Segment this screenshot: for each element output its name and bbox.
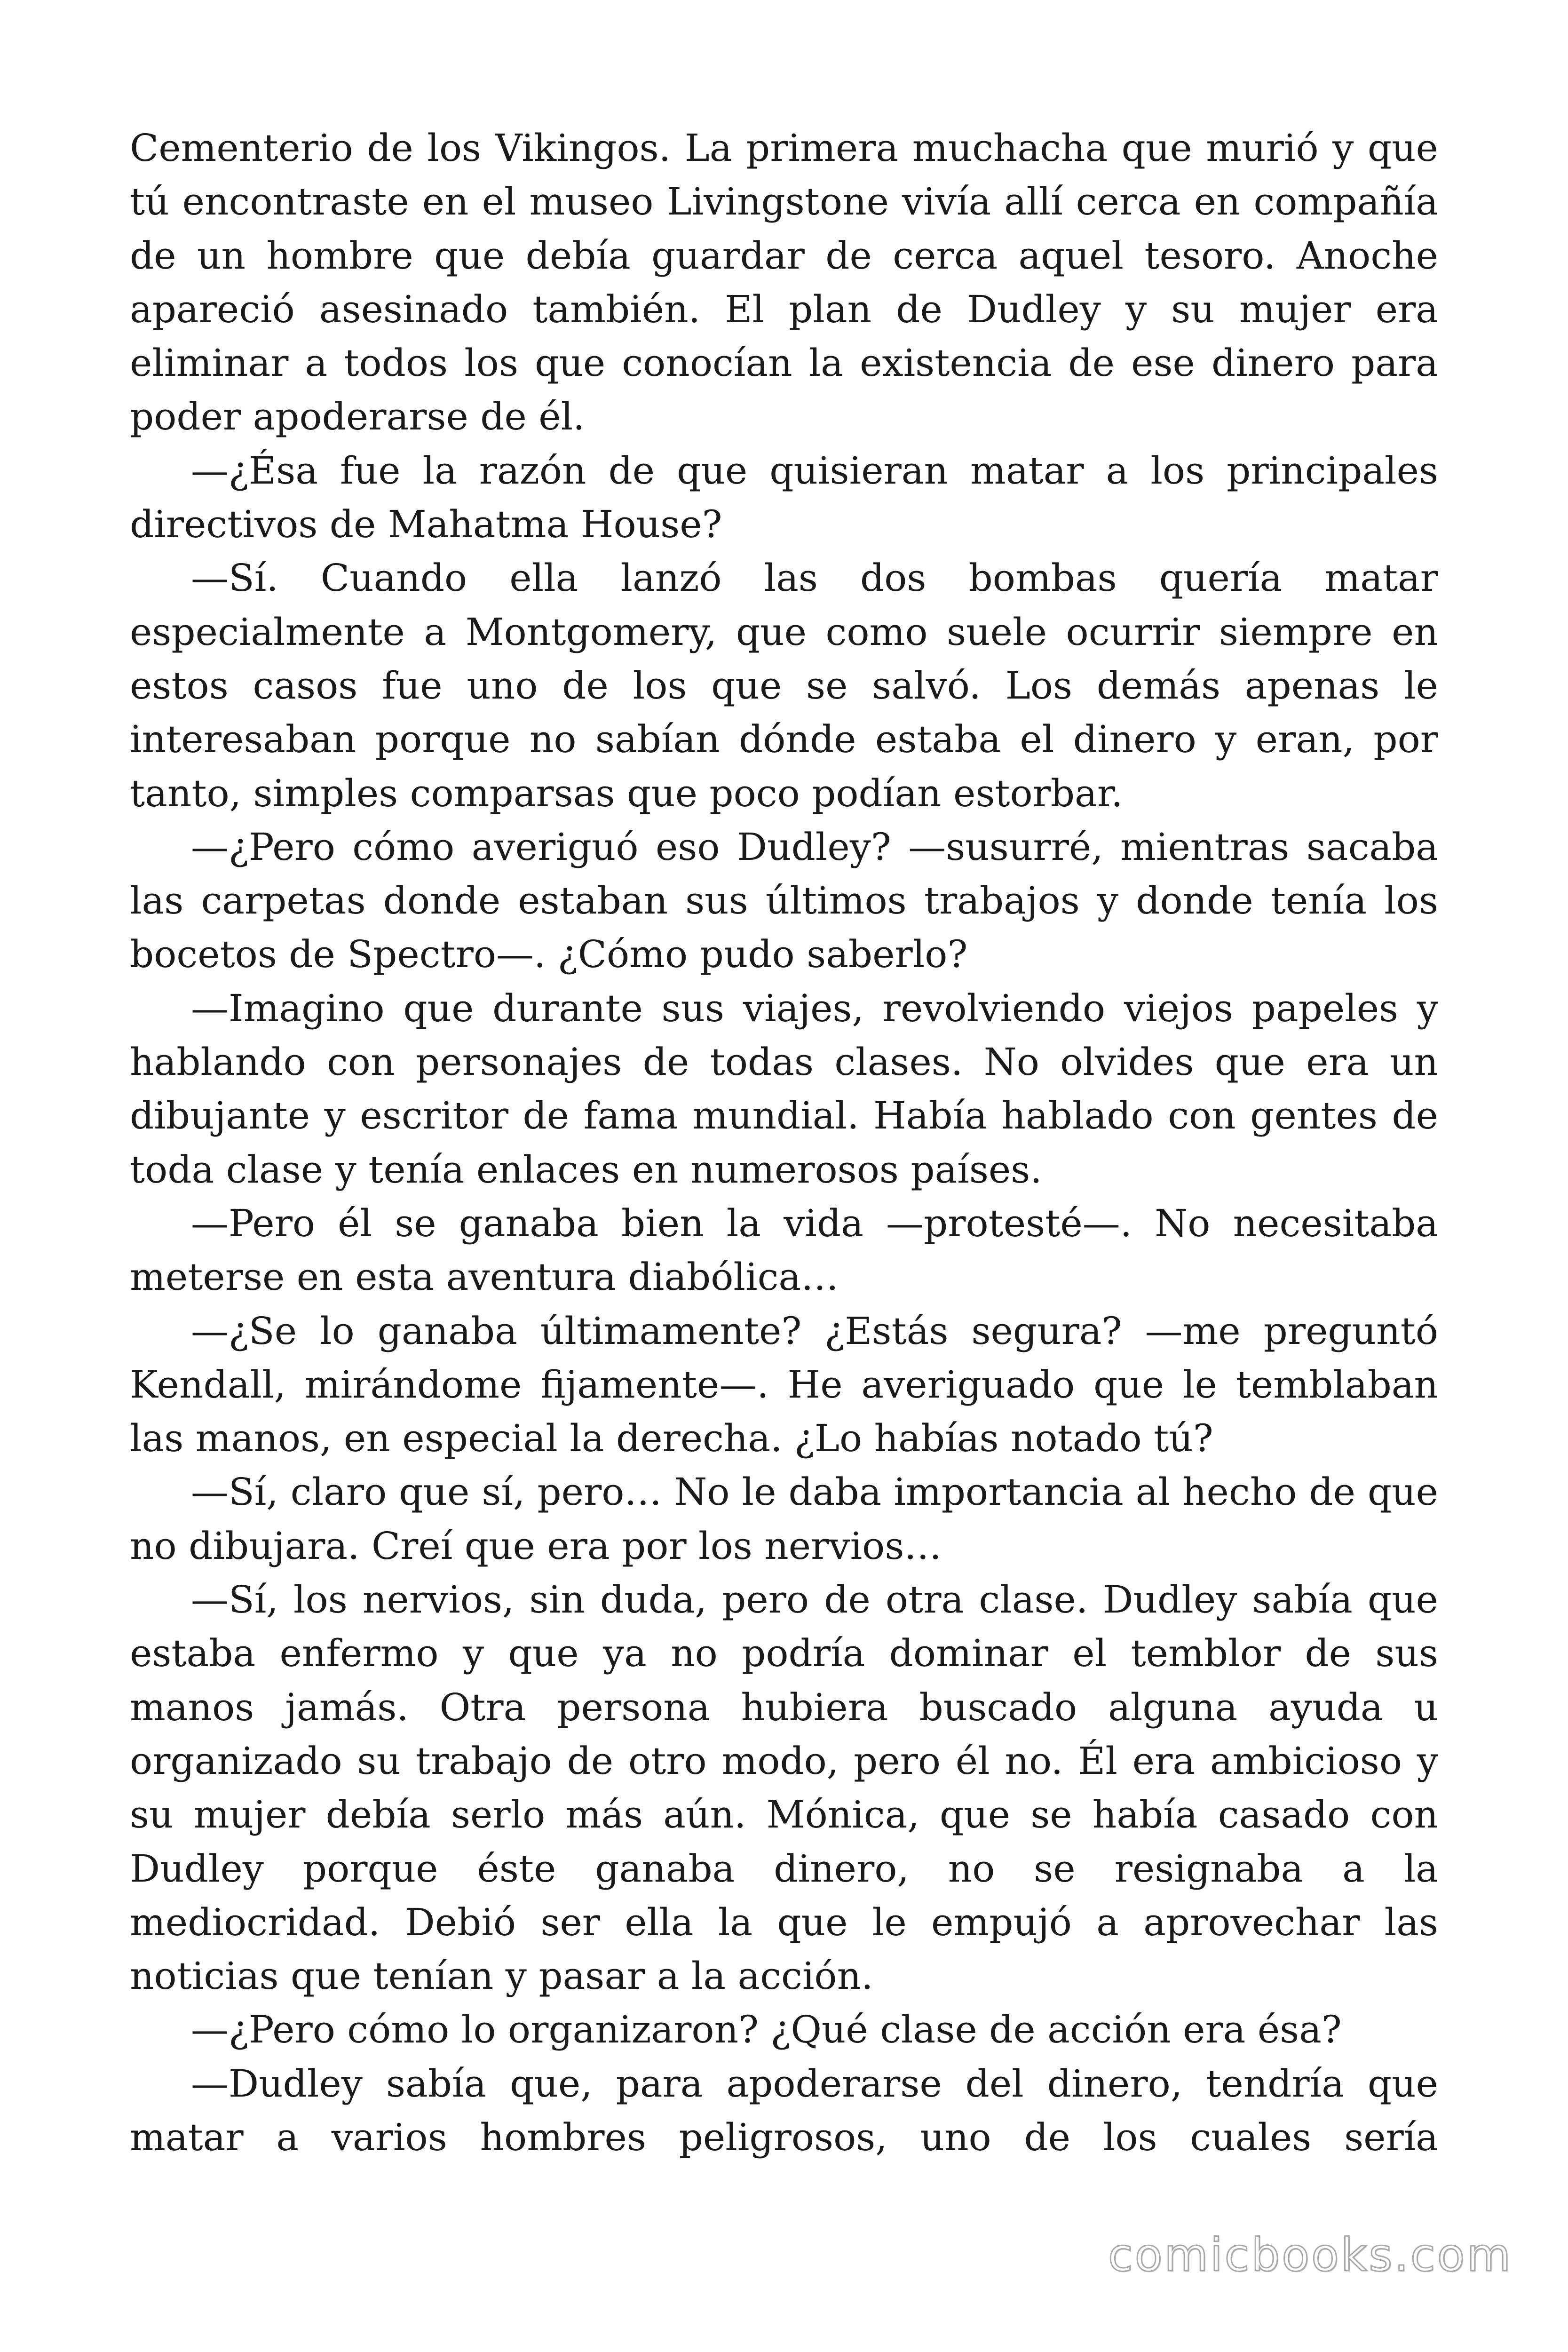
paragraph: —¿Pero cómo lo organizaron? ¿Qué clase de acción era ésa? xyxy=(191,2008,1342,2052)
paragraph: —Dudley sabía que, para apoderarse del dinero, tendría que matar a varios hombres peligrosos, uno de los cuales sería xyxy=(130,2061,1438,2159)
paragraph: —Sí, claro que sí, pero… No le daba importancia al hecho de que no dibujara. Creí que era por los nervios… xyxy=(130,1470,1438,1568)
paragraph: —Sí. Cuando ella lanzó las dos bombas quería matar especialmente a Montgomery, que como suele ocurrir siempre en estos casos fue uno de los que se salvó. Los demás apenas le interesaban porque no sabían dónde estaba el dinero y eran, por tanto, simples comparsas que poco podían estorbar. xyxy=(130,556,1438,815)
paragraph: —¿Ésa fue la razón de que quisieran matar a los principales directivos de Mahatma House? xyxy=(130,448,1438,547)
paragraph: —¿Pero cómo averiguó eso Dudley? —susurré, mientras sacaba las carpetas donde estaban sus últimos trabajos y donde tenía los bocetos de Spectro—. ¿Cómo pudo saberlo? xyxy=(130,825,1438,977)
watermark: comicbooks.com xyxy=(1108,2229,1513,2281)
book-page-body xyxy=(130,121,1438,2164)
paragraph: —Pero él se ganaba bien la vida —protesté—. No necesitaba meterse en esta aventura diabólica… xyxy=(130,1201,1438,1299)
paragraph: —¿Se lo ganaba últimamente? ¿Estás segura? —me preguntó Kendall, mirándome fijamente—. He averiguado que le temblaban las manos, en especial la derecha. ¿Lo habías notado tú? xyxy=(130,1309,1438,1461)
paragraph: —Sí, los nervios, sin duda, pero de otra clase. Dudley sabía que estaba enfermo y que ya no podría dominar el temblor de sus manos jamás. Otra persona hubiera buscado alguna ayuda u organizado su trabajo de otro modo, pero él no. Él era ambicioso y su mujer debía serlo más aún. Mónica, que se había casado con Dudley porque éste ganaba dinero, no se resignaba a la mediocridad. Debió ser ella la que le empujó a aprovechar las noticias que tenían y pasar a la acción. xyxy=(130,1578,1438,1998)
paragraph: —Imagino que durante sus viajes, revolviendo viejos papeles y hablando con personajes de todas clases. No olvides que era un dibujante y escritor de fama mundial. Había hablado con gentes de toda clase y tenía enlaces en numerosos países. xyxy=(130,986,1438,1192)
paragraph: Cementerio de los Vikingos. La primera muchacha que murió y que tú encontraste en el museo Livingstone vivía allí cerca en compañía de un hombre que debía guardar de cerca aquel tesoro. Anoche apareció asesinado también. El plan de Dudley y su mujer era eliminar a todos los que conocían la existencia de ese dinero para poder apoderarse de él. xyxy=(130,126,1438,439)
